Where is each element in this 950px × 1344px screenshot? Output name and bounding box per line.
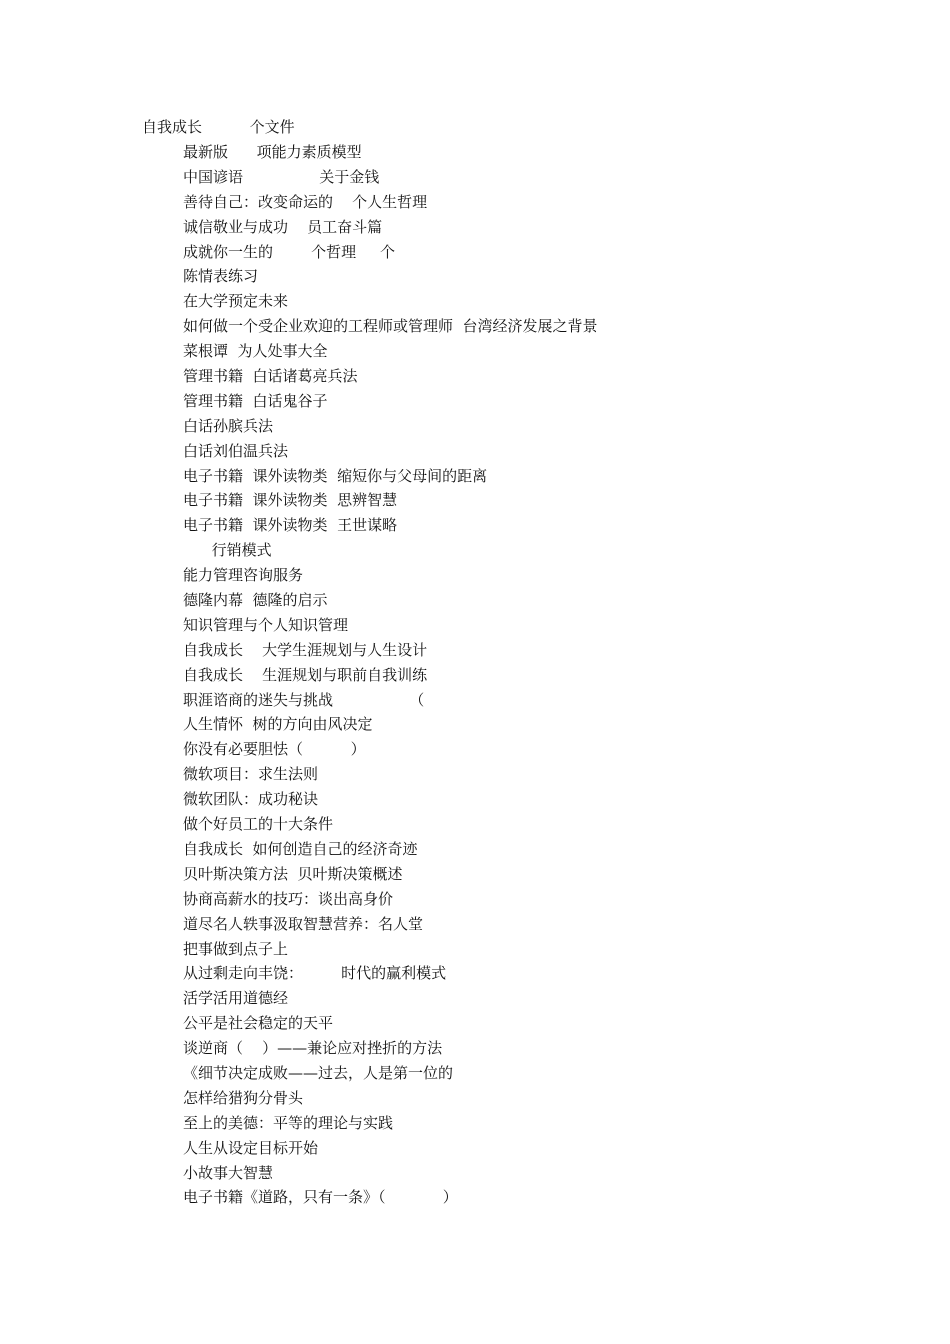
list-item: 《细节决定成败——过去，人是第一位的 [183, 1063, 454, 1082]
list-item: 管理书籍 白话诸葛亮兵法 [183, 367, 358, 386]
list-item: 小故事大智慧 [183, 1163, 274, 1182]
list-item: 把事做到点子上 [183, 939, 289, 958]
list-item: 善待自己：改变命运的 个人生哲理 [183, 192, 428, 211]
list-item: 人生情怀 树的方向由风决定 [183, 715, 373, 734]
list-item: 行销模式 [183, 541, 272, 560]
list-item: 德隆内幕 德隆的启示 [183, 591, 328, 610]
list-item: 能力管理咨询服务 [183, 566, 304, 585]
list-item: 自我成长 如何创造自己的经济奇迹 [183, 839, 418, 858]
list-item: 成就你一生的 个哲理 个 [183, 242, 395, 261]
list-item: 人生从设定目标开始 [183, 1138, 319, 1157]
list-item: 电子书籍 课外读物类 王世谋略 [183, 516, 398, 535]
list-item: 谈逆商（ ）——兼论应对挫折的方法 [183, 1039, 443, 1058]
list-item: 微软团队：成功秘诀 [183, 790, 319, 809]
list-item: 白话刘伯温兵法 [183, 441, 289, 460]
list-item: 职涯谘商的迷失与挑战 （ [183, 690, 425, 709]
list-item: 微软项目：求生法则 [183, 765, 319, 784]
list-item: 陈情表练习 [183, 267, 259, 286]
list-item: 中国谚语 关于金钱 [183, 167, 380, 186]
list-item: 电子书籍 课外读物类 思辨智慧 [183, 491, 398, 510]
list-item: 自我成长 大学生涯规划与人生设计 [183, 640, 428, 659]
list-item: 自我成长 生涯规划与职前自我训练 [183, 665, 428, 684]
list-item: 协商高薪水的技巧：谈出高身价 [183, 889, 394, 908]
list-item: 白话孙膑兵法 [183, 416, 274, 435]
list-item: 管理书籍 白话鬼谷子 [183, 391, 328, 410]
list-item: 从过剩走向丰饶： 时代的赢利模式 [183, 964, 447, 983]
list-item: 贝叶斯决策方法 贝叶斯决策概述 [183, 864, 403, 883]
list-item: 电子书籍《道路，只有一条》（ ） [183, 1188, 458, 1207]
list-item: 最新版 项能力素质模型 [183, 143, 362, 161]
list-item: 活学活用道德经 [183, 989, 289, 1008]
list-item: 做个好员工的十大条件 [183, 815, 334, 834]
list-item: 电子书籍 课外读物类 缩短你与父母间的距离 [183, 466, 488, 485]
list-item: 怎样给猎狗分骨头 [183, 1088, 304, 1107]
list-item: 至上的美德：平等的理论与实践 [183, 1113, 394, 1132]
list-item: 如何做一个受企业欢迎的工程师或管理师 台湾经济发展之背景 [183, 317, 598, 336]
list-item: 菜根谭 为人处事大全 [183, 342, 328, 361]
list-item: 知识管理与个人知识管理 [183, 615, 349, 634]
list-item: 道尽名人轶事汲取智慧营养：名人堂 [183, 914, 424, 933]
list-item: 你没有必要胆怯（ ） [183, 740, 366, 759]
list-item: 在大学预定未来 [183, 292, 289, 311]
list-item: 公平是社会稳定的天平 [183, 1014, 334, 1033]
document-list [183, 141, 598, 1211]
list-item: 诚信敬业与成功 员工奋斗篇 [183, 217, 383, 236]
document-title: 自我成长 个文件 [142, 118, 295, 136]
